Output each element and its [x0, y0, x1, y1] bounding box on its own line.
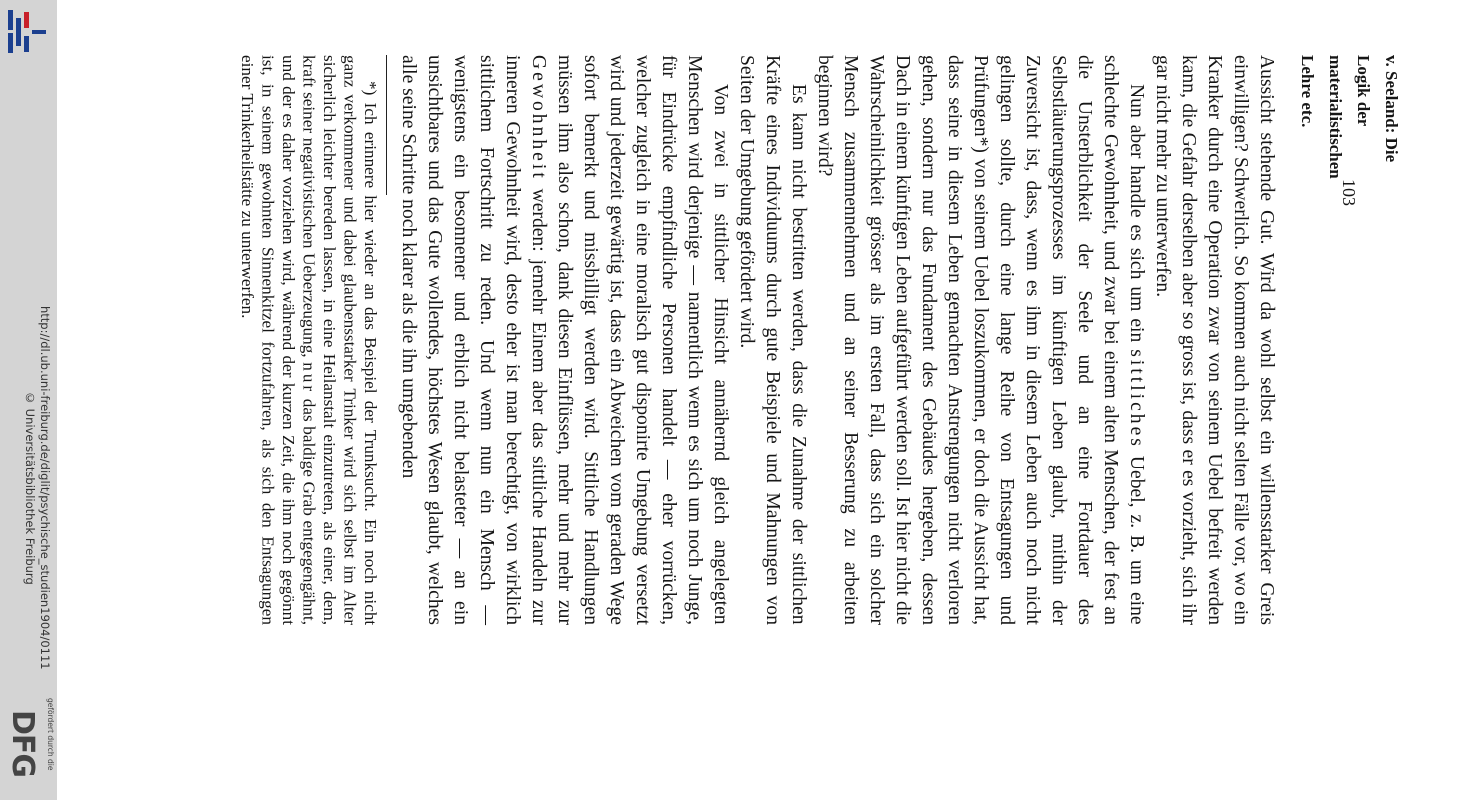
paragraph-2-text: Nun aber handle es sich um ein [1126, 84, 1147, 350]
paragraph-4-text-rest: werden: jemehr Einem aber das sittliche Handeln zur inneren Gewohnheit wird, desto eher ist man berechtigt, von wirklich sittlichem Fortschritt zu reden. Und wenn nun ein Mensch — wenigstens ein besonnener und erblich nicht belasteter — an ein unsichtbares und das Gute wollendes, höchstes Wesen glaubt, welches alle seine Schritte noch klarer als die ihn umgebenden [398, 55, 549, 625]
paragraph-2 [811, 55, 1149, 625]
page-number: 103 [1339, 178, 1359, 206]
paragraph-2-text-rest: Uebel, z. B. um eine schlechte Gewohnheit, und zwar bei einem alten Menschen, der fest an die Unsterblichkeit der Seele und an eine Fortdauer des Selbstläuterungsprozesses im künftigen Leben glaubt, mithin der Zuversicht ist, dass, wenn es ihm in diesem Leben auch noch nicht gelingen sollte, durch eine lange Reihe von Entsagungen und Prüfungen*) von seinem Uebel loszukommen, er doch die Aussicht hat, dass seine in diesem Leben gemachten Anstrengungen nicht verloren gehen, sondern nur das Fundament des Gebäudes hergeben, dessen Dach in einem künftigen Leben aufgeführt werden soll. Ist hier nicht die Wahrscheinlichkeit grösser als im ersten Fall, dass sich ein solcher Mensch zusammennehmen und an seiner Besserung zu arbeiten beginnen wird? [814, 55, 1147, 625]
copyright-notice: © Universitätsbibliothek Freiburg [23, 391, 37, 585]
paragraph-4-emphasis: Gewohnheit [528, 55, 549, 181]
footnote [237, 55, 381, 625]
paragraph-2-emphasis: sittliches [1126, 349, 1147, 450]
footnote-text-rest: das baldige Grab entgegengähnt, und der es daher vorziehen wird, während der kurzen Zeit, die ihm noch gegönnt ist, in seinem gewohnten Sinnenkitzel fortzufahren, als sich den Entsagungen einer Trinkerheilstätte zu unterwerfen. [238, 55, 319, 625]
paragraph-1: Aussicht stehende Gut. Wird da wohl selbst ein willensstarker Greis einwilligen? Schwerlich. So kommen auch nicht selten Fälle vor, wo ein Kranker durch eine Operation zwar von seinem Uebel befreit werden kann, die Gefahr derselben aber so gross ist, dass er es vorzieht, sich ihr gar nicht mehr zu unterwerfen. [1152, 55, 1277, 625]
footnote-emphasis: nur [299, 362, 319, 395]
dfg-caption: gefördert durch die [46, 698, 55, 771]
scanned-page [205, 55, 1405, 625]
footnote-divider [386, 55, 387, 195]
paragraph-4 [395, 55, 733, 625]
footnote-marker: *) [361, 80, 380, 96]
dfg-logo-text: DFG [5, 710, 40, 778]
paragraph-3: Es kann nicht bestritten werden, dass die Zunahme der sittlichen Kräfte eines Individuums durch gute Beispiele und Mahnungen von Seiten der Umgebung gefördert wird. [736, 55, 809, 625]
running-head: v. Seeland: Die Logik der materialistischen Lehre etc. [1298, 55, 1401, 179]
footnote-lead: Ich erinnere hier wieder an das Beispiel der Trunksucht. [361, 102, 380, 512]
footnote-text: Ein noch nicht ganz verkommener und dabei glaubensstarker Trinker wird sich selbst im Alter sicherlich leichter bereden lassen, in eine Heilanstalt einzutreten, als einer, dem, kraft seiner negativistischen Ueberzeugung, [299, 55, 380, 625]
page-header [1293, 55, 1405, 206]
viewer-sidebar [0, 0, 57, 800]
paragraph-4-text: Von zwei in sittlicher Hinsicht annähernd gleich angelegten Menschen wird derjenige — namentlich wenn es sich um noch Junge, für Eindrücke empfindliche Personen handelt — eher vorrücken, welcher zugleich in eine moralisch gut disponirte Umgebung versetzt wird und jederzeit gewärtig ist, dass ein Abweichen vom geraden Wege sofort bemerkt und missbilligt werden wird. Sittliche Handlungen müssen ihm also schon, dank diesen Einflüssen, mehr und mehr zur [554, 55, 731, 625]
dfg-logo [4, 698, 54, 790]
citation-block [4, 0, 55, 800]
permalink-url[interactable]: http://dl.ub.uni-freiburg.de/diglit/psychische_studien1904/0111 [38, 306, 52, 670]
